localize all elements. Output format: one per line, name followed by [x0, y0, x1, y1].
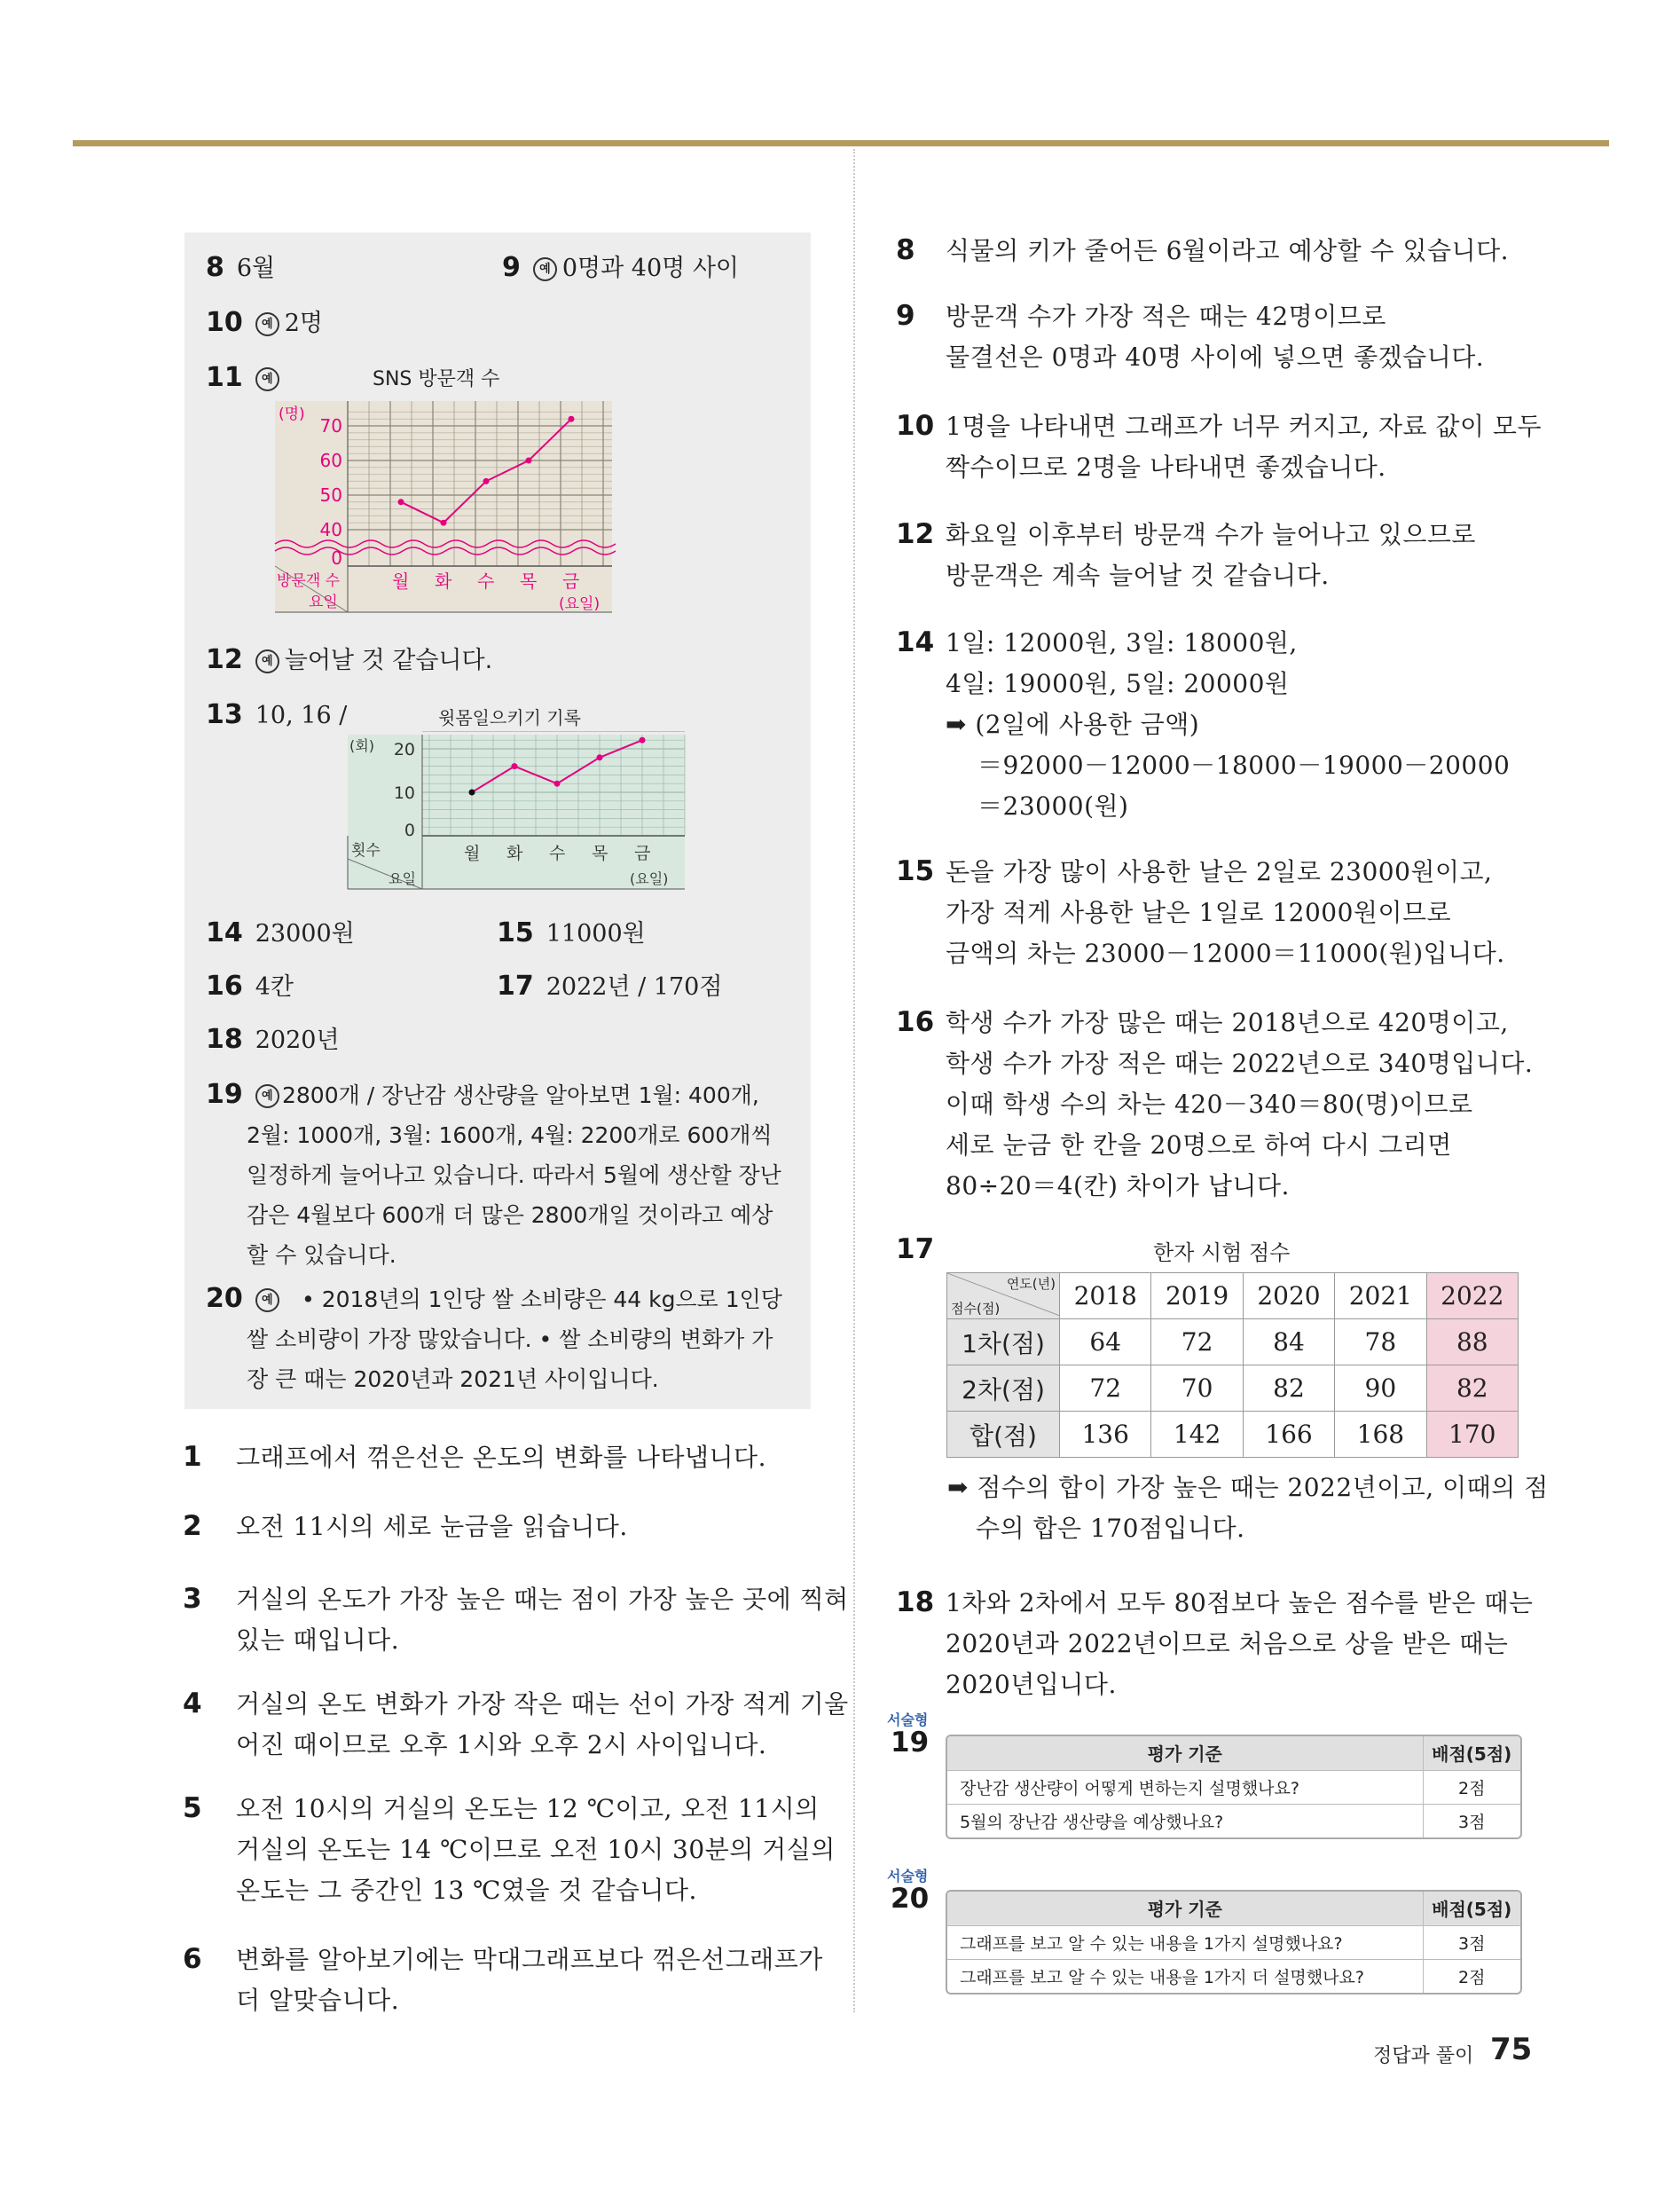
answer-19-line: 2월: 1000개, 3월: 1600개, 4월: 2200개로 600개씩 — [247, 1122, 773, 1148]
solution-18-line: 2020년과 2022년이므로 처음으로 상을 받은 때는 — [946, 1629, 1509, 1658]
situps-svg — [344, 701, 690, 892]
table-row: 5월의 장난감 생산량을 예상했나요? 3점 — [947, 1804, 1520, 1837]
solution-14-line: ➡ (2일에 사용한 금액) — [946, 710, 1200, 739]
solution-17-conclusion-2: 수의 합은 170점입니다. — [976, 1514, 1245, 1543]
x-tick-label: 목 — [520, 570, 538, 592]
y-tick-label: 0 — [331, 547, 342, 569]
solution-14-line: ＝92000－12000－18000－19000－20000 — [977, 751, 1511, 780]
corner-bottom-label: 요일 — [309, 594, 338, 611]
y-unit-label: (명) — [279, 405, 305, 423]
sns-visitors-svg — [266, 364, 621, 621]
solution-10-line: 짝수이므로 2명을 나타내면 좋겠습니다. — [946, 452, 1386, 482]
solution-12-number: 12 — [896, 518, 935, 550]
answer-8: 8 6월 — [206, 252, 276, 283]
table-row: 그래프를 보고 알 수 있는 내용을 1가지 설명했나요? 3점 — [947, 1925, 1520, 1959]
rubric-20: 평가 기준 배점(5점) 그래프를 보고 알 수 있는 내용을 1가지 설명했나요? 3점 그래프를 보고 알 수 있는 내용을 1가지 더 설명했나요? 2점 — [946, 1890, 1522, 1995]
score-table — [946, 1272, 1519, 1458]
example-mark: 예 — [255, 1288, 279, 1312]
example-mark: 예 — [255, 367, 279, 391]
example-mark: 예 — [255, 649, 279, 673]
answer-19-text — [247, 1075, 781, 1275]
solution-2-line: 오전 11시의 세로 눈금을 읽습니다. — [236, 1512, 628, 1541]
solution-17-number: 17 — [896, 1233, 935, 1265]
solution-9-line: 방문객 수가 가장 적은 때는 42명이므로 — [946, 302, 1386, 331]
data-point — [512, 763, 518, 769]
x-tick-label: 화 — [506, 844, 523, 863]
table-row: 장난감 생산량이 어떻게 변하는지 설명했나요? 2점 — [947, 1770, 1520, 1804]
solution-17-conclusion-1: ➡ 점수의 합이 가장 높은 때는 2022년이고, 이때의 점 — [947, 1473, 1549, 1502]
solution-4-number: 4 — [183, 1688, 202, 1719]
data-point — [483, 478, 490, 484]
x-unit-label: (요일) — [630, 870, 669, 887]
solution-14-number: 14 — [896, 626, 935, 658]
page-number: 75 — [1490, 2032, 1533, 2067]
answer-12: 12 예 늘어날 것 같습니다. — [206, 644, 493, 675]
corner-top-label: 방문객 수 — [277, 572, 341, 590]
answer-19: 19 예 — [206, 1075, 285, 1115]
data-point — [398, 499, 404, 505]
answer-20-line: • 2018년의 1인당 쌀 소비량은 44 kg으로 1인당 — [302, 1286, 782, 1312]
solution-8-line: 식물의 키가 줄어든 6월이라고 예상할 수 있습니다. — [946, 236, 1510, 265]
corner-cell: 연도(년) 점수(점) — [947, 1273, 1060, 1319]
solution-9-number: 9 — [896, 300, 915, 332]
solution-9-line: 물결선은 0명과 40명 사이에 넣으면 좋겠습니다. — [946, 342, 1485, 372]
solution-16-line: 학생 수가 가장 적은 때는 2022년으로 340명입니다. — [946, 1049, 1534, 1078]
solution-6-number: 6 — [183, 1943, 202, 1975]
x-tick-label: 금 — [562, 570, 580, 592]
rubric-19-number: 19 — [891, 1727, 930, 1759]
x-tick-label: 수 — [549, 844, 566, 863]
answer-19-line: 2800개 / 장난감 생산량을 알아보면 1월: 400개, — [282, 1082, 759, 1108]
essay-tag: 서술형 — [887, 1711, 929, 1728]
corner-top-label: 횟수 — [351, 842, 381, 860]
solution-3-number: 3 — [183, 1583, 202, 1615]
answer-16: 16 4칸 — [206, 971, 294, 1002]
answer-15: 15 11000원 — [497, 917, 646, 948]
solution-5-line: 온도는 그 중간인 13 ℃였을 것 같습니다. — [236, 1876, 697, 1905]
answer-19-line: 할 수 있습니다. — [247, 1242, 396, 1268]
table-row: 2차(점) 72 70 82 90 82 — [947, 1365, 1519, 1412]
solution-2-number: 2 — [183, 1510, 202, 1542]
essay-tag: 서술형 — [887, 1868, 929, 1884]
answer-20-line: 쌀 소비량이 가장 많았습니다. • 쌀 소비량의 변화가 가 — [247, 1326, 773, 1352]
chart-title: 윗몸일으키기 기록 — [438, 707, 581, 728]
chart-title: SNS 방문객 수 — [373, 368, 500, 390]
sns-visitors-chart — [266, 364, 621, 621]
answer-18: 18 2020년 — [206, 1024, 340, 1055]
y-tick-label: 50 — [319, 484, 342, 506]
y-tick-label: 0 — [404, 821, 415, 840]
example-mark: 예 — [255, 1084, 279, 1108]
solution-16-number: 16 — [896, 1006, 935, 1038]
year-header: 2018 — [1060, 1273, 1151, 1319]
rubric-19: 평가 기준 배점(5점) 장난감 생산량이 어떻게 변하는지 설명했나요? 2점 5월의 장난감 생산량을 예상했나요? 3점 — [946, 1735, 1522, 1839]
solution-4-line: 거실의 온도 변화가 가장 작은 때는 선이 가장 적게 기울 — [236, 1689, 849, 1719]
solution-16-line: 이때 학생 수의 차는 420－340＝80(명)이므로 — [946, 1090, 1473, 1119]
rubric-20-number: 20 — [891, 1883, 930, 1915]
solution-16-line: 80÷20＝4(칸) 차이가 납니다. — [946, 1171, 1290, 1200]
solution-18-number: 18 — [896, 1586, 935, 1618]
solution-3-line: 거실의 온도가 가장 높은 때는 점이 가장 높은 곳에 찍혀 — [236, 1585, 849, 1614]
solution-6-line: 변화를 알아보기에는 막대그래프보다 꺾은선그래프가 — [236, 1945, 823, 1974]
solution-15-number: 15 — [896, 855, 935, 887]
solution-4-line: 어진 때이므로 오후 1시와 오후 2시 사이입니다. — [236, 1730, 767, 1759]
solution-5-number: 5 — [183, 1792, 202, 1824]
data-point — [441, 520, 447, 526]
data-point — [640, 737, 646, 744]
footer-label: 정답과 풀이 — [1373, 2045, 1474, 2067]
x-tick-label: 수 — [477, 570, 495, 592]
solution-15-line: 돈을 가장 많이 사용한 날은 2일로 23000원이고, — [946, 857, 1493, 886]
answer-10: 10 예 2명 — [206, 307, 324, 338]
answer-11: 11 예 — [206, 358, 285, 398]
answer-19-line: 일정하게 늘어나고 있습니다. 따라서 5월에 생산할 장난 — [247, 1162, 781, 1188]
solution-18-line: 1차와 2차에서 모두 80점보다 높은 점수를 받은 때는 — [946, 1588, 1534, 1617]
y-tick-label: 70 — [319, 415, 342, 437]
solution-12-line: 화요일 이후부터 방문객 수가 늘어나고 있으므로 — [946, 520, 1476, 549]
example-mark: 예 — [533, 257, 557, 281]
answer-20-text — [247, 1279, 782, 1399]
example-mark: 예 — [255, 312, 279, 336]
solution-15-line: 가장 적게 사용한 날은 1일로 12000원이므로 — [946, 898, 1452, 927]
solution-14-line: ＝23000(원) — [977, 791, 1129, 821]
solution-12-line: 방문객은 계속 늘어날 것 같습니다. — [946, 561, 1330, 590]
column-divider — [853, 149, 855, 2012]
table-row: 1차(점) 64 72 84 78 88 — [947, 1319, 1519, 1365]
solution-1-number: 1 — [183, 1441, 202, 1473]
solution-5-line: 거실의 온도는 14 ℃이므로 오전 10시 30분의 거실의 — [236, 1835, 836, 1864]
solution-18-line: 2020년입니다. — [946, 1670, 1117, 1699]
x-tick-label: 화 — [435, 570, 452, 592]
solution-16-line: 학생 수가 가장 많은 때는 2018년으로 420명이고, — [946, 1008, 1509, 1037]
y-tick-label: 40 — [319, 519, 342, 540]
year-header: 2019 — [1151, 1273, 1243, 1319]
table-row: 그래프를 보고 알 수 있는 내용을 1가지 더 설명했나요? 2점 — [947, 1959, 1520, 1993]
solution-15-line: 금액의 차는 23000－12000＝11000(원)입니다. — [946, 939, 1505, 968]
data-point — [569, 416, 575, 422]
x-tick-label: 금 — [634, 844, 651, 863]
y-tick-label: 20 — [393, 740, 415, 759]
solution-1-line: 그래프에서 꺾은선은 온도의 변화를 나타냅니다. — [236, 1443, 766, 1472]
answer-19-line: 감은 4월보다 600개 더 많은 2800개일 것이라고 예상 — [247, 1202, 773, 1228]
data-point — [597, 754, 603, 760]
solution-5-line: 오전 10시의 거실의 온도는 12 ℃이고, 오전 11시의 — [236, 1794, 820, 1823]
x-tick-label: 월 — [392, 570, 410, 592]
data-point — [469, 790, 475, 796]
year-header: 2020 — [1243, 1273, 1334, 1319]
solution-10-line: 1명을 나타내면 그래프가 너무 커지고, 자료 값이 모두 — [946, 412, 1543, 441]
table-row: 합(점) 136 142 166 168 170 — [947, 1412, 1519, 1458]
solution-6-line: 더 알맞습니다. — [236, 1986, 400, 2015]
y-tick-label: 60 — [319, 450, 342, 471]
solution-14-line: 4일: 19000원, 5일: 20000원 — [946, 669, 1290, 698]
solution-8-number: 8 — [896, 234, 915, 266]
x-tick-label: 목 — [592, 844, 608, 863]
year-header: 2022 — [1426, 1273, 1518, 1319]
answer-17: 17 2022년 / 170점 — [497, 971, 723, 1002]
x-tick-label: 월 — [464, 844, 481, 863]
data-point — [526, 458, 532, 464]
data-point — [554, 781, 561, 787]
corner-bottom-label: 요일 — [389, 870, 416, 887]
answer-20: 20 예 — [206, 1279, 285, 1319]
answer-13: 13 10, 16 / — [206, 699, 348, 730]
solution-10-number: 10 — [896, 410, 935, 442]
header-rule — [73, 140, 1609, 146]
y-unit-label: (회) — [349, 737, 374, 754]
answer-14: 14 23000원 — [206, 917, 355, 948]
x-unit-label: (요일) — [559, 595, 601, 613]
year-header: 2021 — [1335, 1273, 1426, 1319]
y-tick-label: 10 — [393, 783, 415, 803]
score-table-title: 한자 시험 점수 — [1153, 1240, 1291, 1265]
solution-14-line: 1일: 12000원, 3일: 18000원, — [946, 628, 1298, 657]
solution-3-line: 있는 때입니다. — [236, 1625, 400, 1655]
solution-16-line: 세로 눈금 한 칸을 20명으로 하여 다시 그리면 — [946, 1130, 1452, 1160]
situps-chart — [344, 701, 690, 892]
answer-20-line: 장 큰 때는 2020년과 2021년 사이입니다. — [247, 1366, 659, 1392]
answer-9: 9 예 0명과 40명 사이 — [502, 252, 739, 283]
